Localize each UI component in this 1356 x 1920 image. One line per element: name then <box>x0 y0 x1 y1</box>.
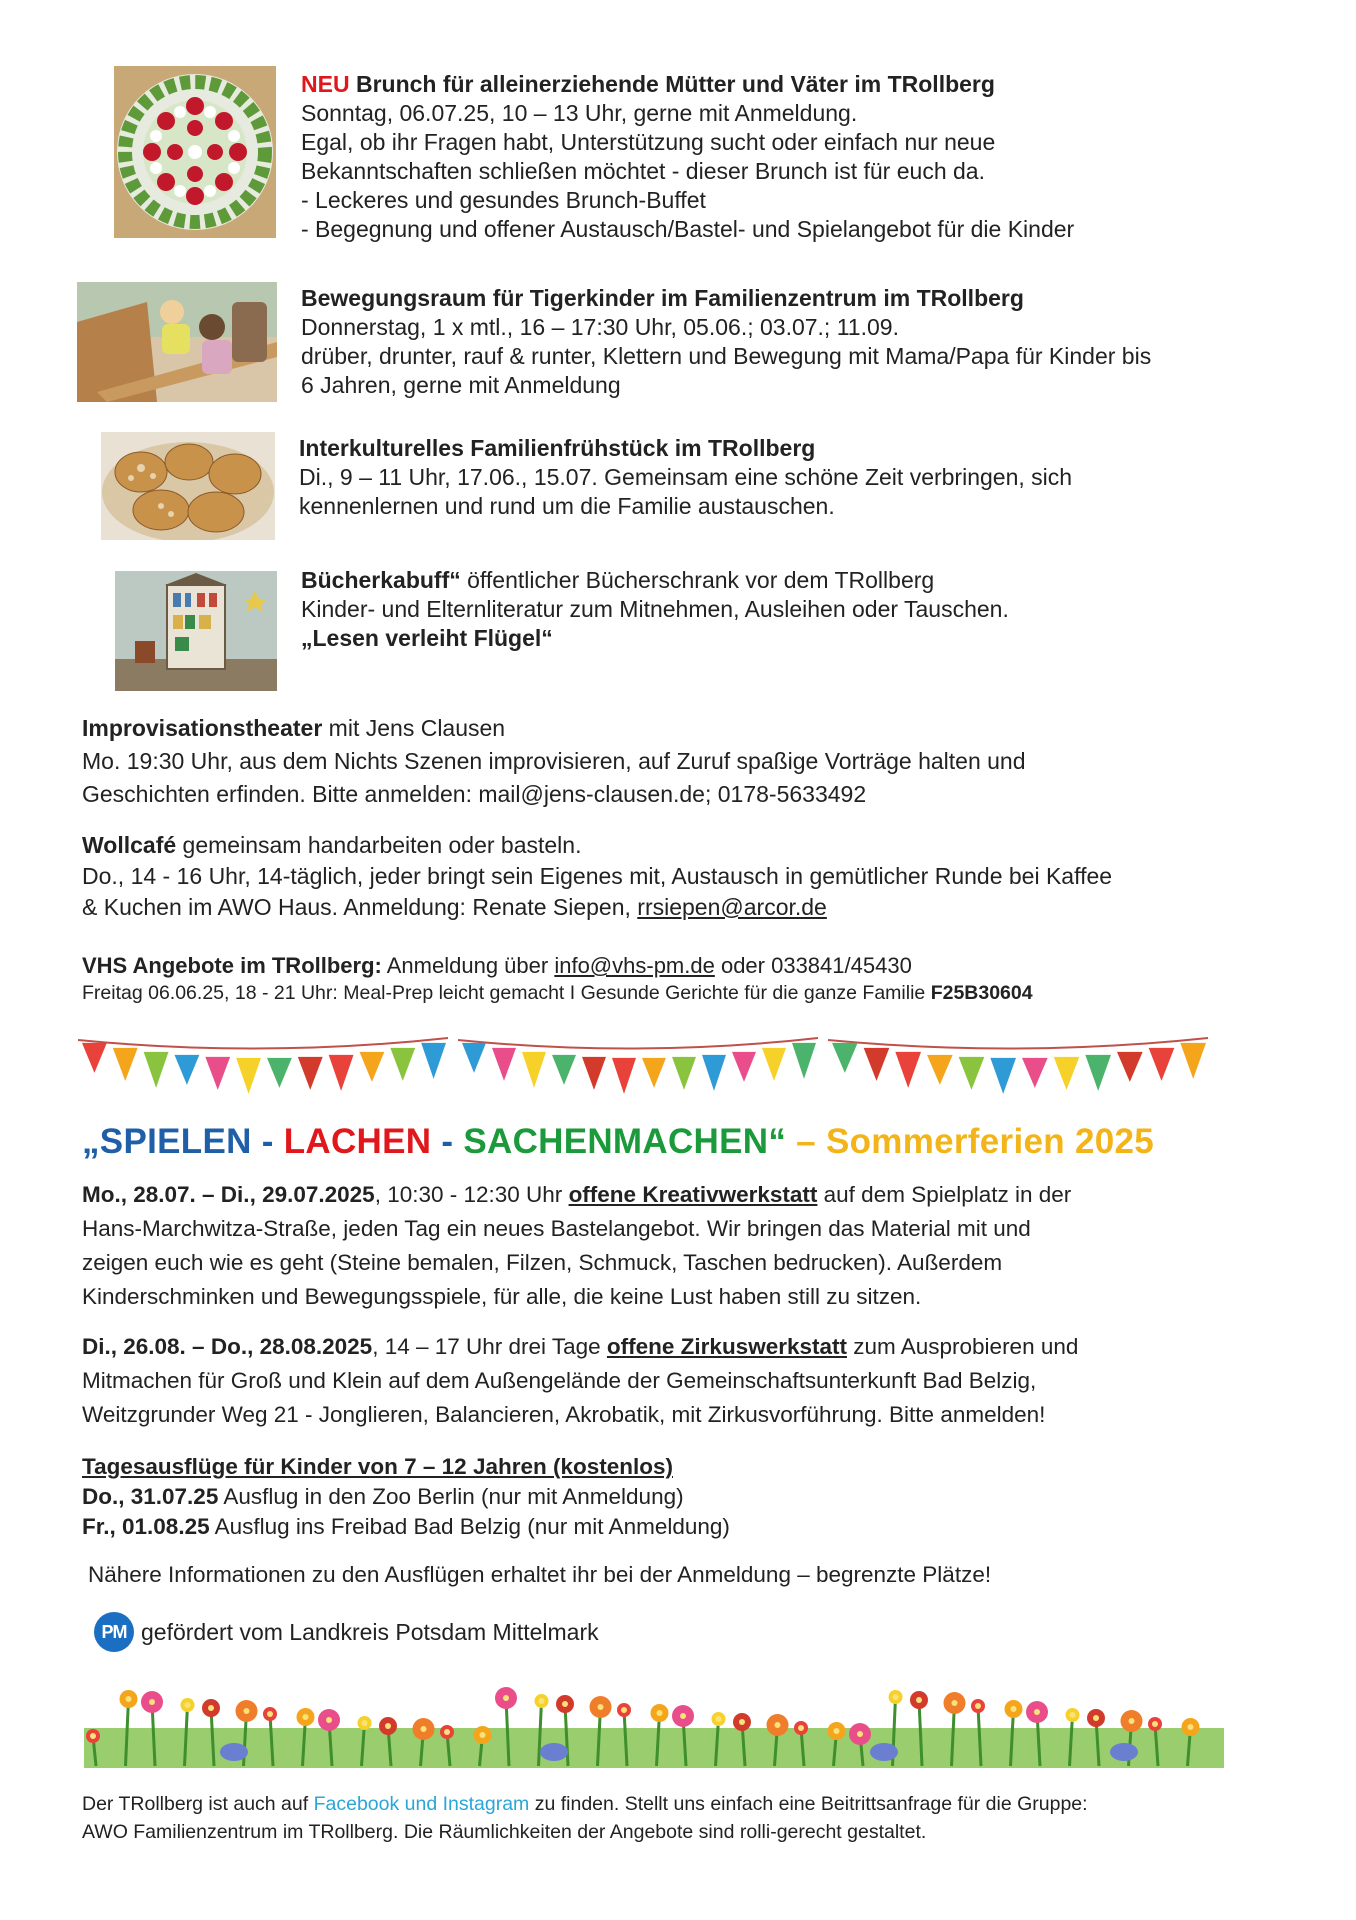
brunch-bullet-2: - Begegnung und offener Austausch/Bastel- und Spielangebot für die Kinder <box>301 216 1075 242</box>
pennant <box>267 1058 292 1088</box>
pennant <box>144 1052 169 1088</box>
pennant <box>832 1043 858 1073</box>
wollcafe-text-2: & Kuchen im AWO Haus. Anmeldung: Renate Siepen, <box>82 894 638 920</box>
pm-logo <box>94 1612 134 1652</box>
brunch-date: Sonntag, 06.07.25, 10 – 13 Uhr, gerne mit Anmeldung. <box>301 100 858 126</box>
bewegung-text-2: 6 Jahren, gerne mit Anmeldung <box>301 372 621 398</box>
bewegung-date: Donnerstag, 1 x mtl., 16 – 17:30 Uhr, 05.06.; 03.07.; 11.09. <box>301 314 899 340</box>
ausfluege-section <box>82 1452 1332 1542</box>
new-label: NEU <box>301 71 350 97</box>
flower-meadow <box>84 1666 1224 1768</box>
pennant <box>990 1058 1016 1094</box>
pennant <box>1180 1043 1206 1079</box>
pennant <box>205 1057 230 1090</box>
pennant <box>1022 1058 1048 1088</box>
bunting-garland <box>78 1032 1208 1104</box>
headline-part-lachen: LACHEN <box>283 1122 432 1161</box>
zirkus-time: , 14 – 17 Uhr drei Tage <box>372 1334 607 1359</box>
ausflug-2-date: Fr., 01.08.25 <box>82 1514 210 1539</box>
vhs-course: Freitag 06.06.25, 18 - 21 Uhr: Meal-Prep leicht gemacht I Gesunde Gerichte für die ganze Familie <box>82 982 931 1004</box>
theater-section <box>82 712 1302 811</box>
vhs-email-link[interactable]: info@vhs-pm.de <box>554 953 715 978</box>
summer-headline <box>82 1122 1322 1162</box>
zirkus-text-2: Mitmachen für Groß und Klein auf dem Außengelände der Gemeinschaftsunterkunft Bad Belzig, <box>82 1368 1037 1393</box>
pennant <box>792 1043 816 1079</box>
pennant <box>462 1043 486 1073</box>
pennant <box>959 1057 985 1090</box>
pennant <box>298 1057 323 1090</box>
vhs-text-2: oder 033841/45430 <box>714 953 912 978</box>
ausflug-1-text: Ausflug in den Zoo Berlin (nur mit Anmeldung) <box>218 1484 684 1509</box>
bewegung-event <box>301 284 1331 400</box>
zirkus-text-1: zum Ausprobieren und <box>846 1334 1079 1359</box>
zirkus-section <box>82 1330 1332 1432</box>
theater-text-1: Mo. 19:30 Uhr, aus dem Nichts Szenen improvisieren, auf Zuruf spaßige Vorträge halten und <box>82 748 1026 774</box>
pennant <box>612 1058 636 1094</box>
pennant <box>762 1048 786 1081</box>
wollcafe-title: Wollcafé <box>82 832 177 858</box>
pennant <box>329 1055 354 1091</box>
pm-logo-text: PM <box>101 1622 127 1642</box>
zirkus-name: offene Zirkuswerkstatt <box>606 1334 847 1359</box>
footer <box>82 1790 1332 1846</box>
kreativ-section <box>82 1178 1332 1314</box>
fruehstueck-event <box>299 434 1329 521</box>
brunch-text-2: Bekanntschaften schließen möchtet - dieser Brunch ist für euch da. <box>301 158 985 184</box>
buecher-photo <box>115 571 277 691</box>
fruehstueck-title: Interkulturelles Familienfrühstück im TRollberg <box>299 435 816 461</box>
pennant <box>175 1055 200 1085</box>
brunch-bullet-1: - Leckeres und gesundes Brunch-Buffet <box>301 187 706 213</box>
kreativ-date: Mo., 28.07. – Di., 29.07.2025 <box>82 1182 375 1207</box>
foerderung-text: gefördert vom Landkreis Potsdam Mittelmark <box>141 1619 599 1645</box>
brunch-text-1: Egal, ob ihr Fragen habt, Unterstützung sucht oder einfach nur neue <box>301 129 996 155</box>
vhs-title: VHS Angebote im TRollberg: <box>82 953 382 978</box>
brunch-photo <box>114 66 276 238</box>
pennant <box>1149 1048 1175 1081</box>
headline-part-sachenmachen: SACHENMACHEN“ <box>463 1122 787 1161</box>
pennant <box>492 1048 516 1081</box>
headline-part-spielen: „SPIELEN <box>82 1122 252 1161</box>
vhs-section <box>82 952 1322 1006</box>
zirkus-text-3: Weitzgrunder Weg 21 - Jonglieren, Balancieren, Akrobatik, mit Zirkusvorführung. Bitte anmelden! <box>82 1402 1046 1427</box>
pennant <box>702 1055 726 1091</box>
bewegung-photo <box>77 282 277 402</box>
pennant <box>864 1048 890 1081</box>
vhs-text-1: Anmeldung über <box>381 953 555 978</box>
pennant <box>895 1052 921 1088</box>
footer-text-3: AWO Familienzentrum im TRollberg. Die Räumlichkeiten der Angebote sind rolli-gerecht gestaltet. <box>82 1821 927 1843</box>
vhs-course-code: F25B30604 <box>930 982 1033 1004</box>
bewegung-text-1 <box>301 342 1331 371</box>
kreativ-text-1: auf dem Spielplatz in der <box>817 1182 1072 1207</box>
pennant <box>1085 1055 1111 1091</box>
bewegung-title: Bewegungsraum für Tigerkinder im Familienzentrum im TRollberg <box>301 285 1024 311</box>
ausfluege-title: Tagesausflüge für Kinder von 7 – 12 Jahren (kostenlos) <box>82 1454 673 1479</box>
buecher-motto: „Lesen verleiht Flügel“ <box>301 625 553 651</box>
footer-text-2: zu finden. Stellt uns einfach eine Beitrittsanfrage für die Gruppe: <box>529 1793 1088 1815</box>
buecher-title-rest: öffentlicher Bücherschrank vor dem TRollberg <box>460 567 935 593</box>
theater-title-rest: mit Jens Clausen <box>322 715 506 741</box>
kreativ-text-4: Kinderschminken und Bewegungsspiele, für alle, die keine Lust haben still zu sitzen. <box>82 1284 922 1309</box>
buecher-event <box>301 566 1301 653</box>
fruehstueck-text-2: kennenlernen und rund um die Familie austauschen. <box>299 493 835 519</box>
pennant <box>421 1043 446 1079</box>
bird <box>220 1743 248 1761</box>
pennant <box>1117 1052 1143 1082</box>
wollcafe-text-1: Do., 14 - 16 Uhr, 14-täglich, jeder bringt sein Eigenes mit, Austausch in gemütlicher Runde bei Kaffee <box>82 863 1113 889</box>
buecher-text-1: Kinder- und Elternliteratur zum Mitnehmen, Ausleihen oder Tauschen. <box>301 596 1009 622</box>
buecher-title: Bücherkabuff“ <box>301 567 461 593</box>
pennant <box>390 1048 415 1081</box>
fruehstueck-photo <box>101 432 275 540</box>
fruehstueck-text-1: Di., 9 – 11 Uhr, 17.06., 15.07. Gemeinsam eine schöne Zeit verbringen, sich <box>299 464 1073 490</box>
headline-part-sommerferien: – Sommerferien 2025 <box>786 1122 1155 1161</box>
ausflug-2-text: Ausflug ins Freibad Bad Belzig (nur mit Anmeldung) <box>209 1514 730 1539</box>
ausflug-1-date: Do., 31.07.25 <box>82 1484 219 1509</box>
bewegung-text-bold: drüber <box>301 343 367 369</box>
kreativ-time: , 10:30 - 12:30 Uhr <box>374 1182 569 1207</box>
kreativ-name: offene Kreativwerkstatt <box>568 1182 818 1207</box>
bird <box>870 1743 898 1761</box>
brunch-event <box>301 70 1301 244</box>
pennant <box>360 1052 385 1082</box>
theater-title: Improvisationstheater <box>82 715 323 741</box>
kreativ-text-2: Hans-Marchwitza-Straße, jeden Tag ein neues Bastelangebot. Wir bringen das Material mit und <box>82 1216 1031 1241</box>
pennant <box>672 1057 696 1090</box>
headline-sep-1: - <box>251 1122 284 1161</box>
wollcafe-title-rest: gemeinsam handarbeiten oder basteln. <box>176 832 582 858</box>
brunch-title: Brunch für alleinerziehende Mütter und Väter im TRollberg <box>355 71 995 97</box>
pennant <box>582 1057 606 1090</box>
wollcafe-section <box>82 830 1322 923</box>
zirkus-date: Di., 26.08. – Do., 28.08.2025 <box>82 1334 373 1359</box>
wollcafe-email-link[interactable]: rrsiepen@arcor.de <box>637 894 827 920</box>
ausfluege-note: Nähere Informationen zu den Ausflügen erhaltet ihr bei der Anmeldung – begrenzte Plätze! <box>88 1562 992 1587</box>
pennant <box>552 1055 576 1085</box>
pennant <box>522 1052 546 1088</box>
pennant <box>236 1058 261 1094</box>
pennant <box>82 1043 107 1073</box>
headline-sep-2: - <box>431 1122 464 1161</box>
bird <box>540 1743 568 1761</box>
pennant <box>1054 1057 1080 1090</box>
pennant <box>642 1058 666 1088</box>
bird <box>1110 1743 1138 1761</box>
kreativ-text-3: zeigen euch wie es geht (Steine bemalen, Filzen, Schmuck, Taschen bedrucken). Außerdem <box>82 1250 1003 1275</box>
footer-text-1: Der TRollberg ist auch auf <box>82 1793 314 1815</box>
theater-text-2: Geschichten erfinden. Bitte anmelden: mail@jens-clausen.de; 0178-5633492 <box>82 781 867 807</box>
bewegung-text-rest: , drunter, rauf & runter, Klettern und Bewegung mit Mama/Papa für Kinder bis <box>366 343 1152 369</box>
pennant <box>927 1055 953 1085</box>
pennant <box>732 1052 756 1082</box>
pennant <box>113 1048 138 1081</box>
social-link[interactable]: Facebook und Instagram <box>313 1793 530 1815</box>
